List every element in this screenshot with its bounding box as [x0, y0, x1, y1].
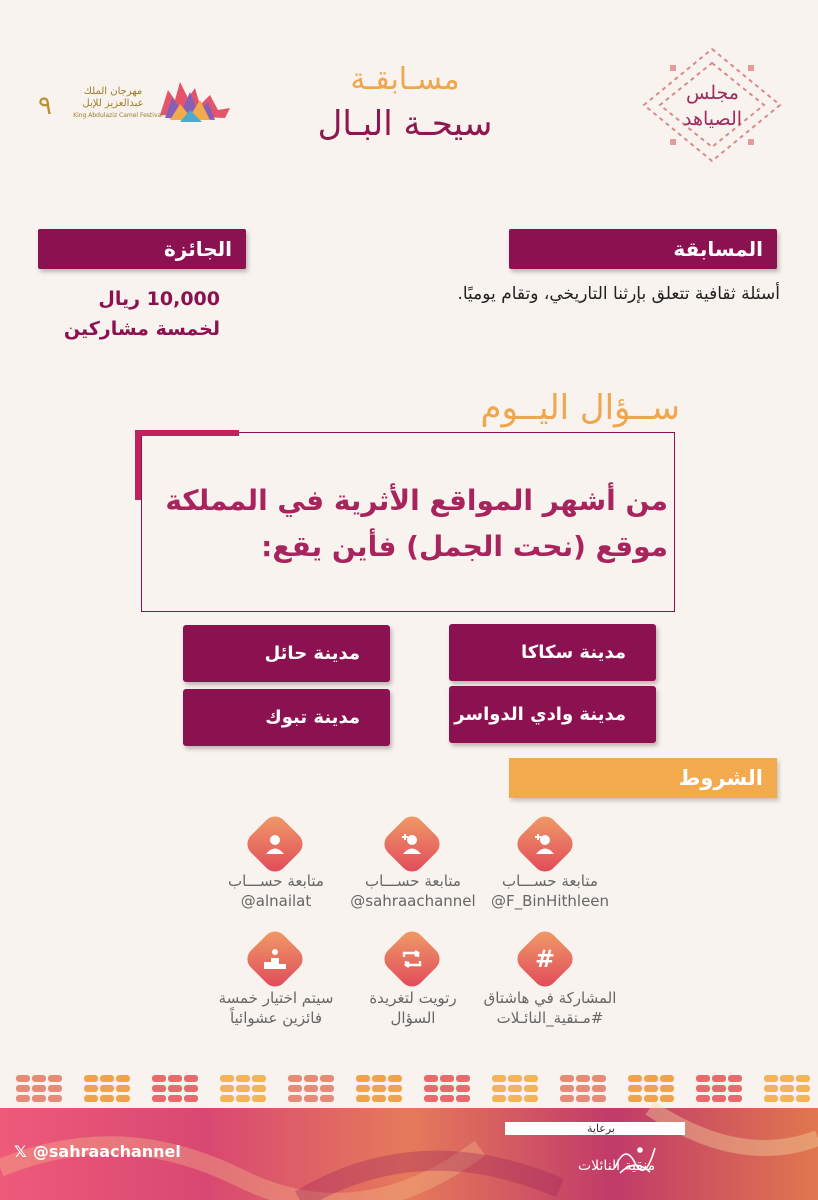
mound-brick	[48, 1095, 62, 1102]
question-text	[160, 478, 668, 570]
mound-brick	[644, 1085, 658, 1092]
question-of-day-title: ســؤال اليــوم	[480, 388, 680, 428]
condition-random-winners: سيتم اختيار خمسة فائزين عشوائياً	[218, 989, 334, 1027]
sponsor-name: منقية النائلات	[578, 1158, 656, 1174]
mound-brick	[728, 1095, 742, 1102]
mound-brick	[524, 1075, 538, 1082]
mound-brick	[304, 1095, 318, 1102]
mound-brick	[32, 1075, 46, 1082]
mound-brick	[696, 1085, 710, 1092]
mound-brick	[116, 1075, 130, 1082]
mound-brick	[440, 1085, 454, 1092]
prize-amount: 10,000 ريال	[98, 288, 220, 310]
mound-brick	[492, 1075, 506, 1082]
mound-brick	[456, 1085, 470, 1092]
mound-brick	[220, 1085, 234, 1092]
mound-brick	[184, 1075, 198, 1082]
mound-brick	[796, 1075, 810, 1082]
mound-brick	[628, 1085, 642, 1092]
mound-brick	[304, 1075, 318, 1082]
mound-brick	[424, 1075, 438, 1082]
mound-brick	[252, 1075, 266, 1082]
title-line1: مسـابقـة	[350, 62, 460, 97]
majlis-logo-text: مجلس الصياهد	[682, 82, 743, 130]
mound-brick	[660, 1095, 674, 1102]
mound-brick	[220, 1095, 234, 1102]
competition-description: أسئلة ثقافية تتعلق بإرثنا التاريخي، وتقام يوميًا.	[457, 284, 780, 304]
mound-brick	[372, 1075, 386, 1082]
mound-brick	[48, 1085, 62, 1092]
mound-brick	[456, 1095, 470, 1102]
mound-brick	[16, 1095, 30, 1102]
mound-brick	[524, 1095, 538, 1102]
mound-brick	[764, 1095, 778, 1102]
mound-brick	[492, 1095, 506, 1102]
festival-logo-text: مهرجان الملك عبدالعزيز للإبل	[82, 86, 144, 109]
festival-logo-en: King Abdulaziz Camel Festival	[73, 112, 163, 119]
condition-follow-sahraachannel: متابعة حســـاب @sahraachannel	[350, 872, 476, 910]
mound-brick	[236, 1085, 250, 1092]
competition-label: المسابقة	[509, 229, 777, 269]
mound-brick	[508, 1075, 522, 1082]
mound-brick	[372, 1095, 386, 1102]
question-line1: من أشهر المواقع الأثرية في المملكة	[165, 484, 668, 517]
mound-brick	[508, 1095, 522, 1102]
question-box-accent	[135, 430, 239, 436]
mound-brick	[712, 1075, 726, 1082]
mound-brick	[320, 1085, 334, 1092]
mound-brick	[152, 1075, 166, 1082]
mound-brick	[320, 1075, 334, 1082]
title-line2: سيحـة البـال	[317, 104, 493, 144]
mound-brick	[576, 1075, 590, 1082]
mound-brick	[712, 1085, 726, 1092]
mound-brick	[32, 1095, 46, 1102]
user-icon	[242, 811, 307, 876]
mound-brick	[152, 1095, 166, 1102]
mound-brick	[184, 1095, 198, 1102]
mound-brick	[168, 1095, 182, 1102]
mound-brick	[592, 1095, 606, 1102]
mound-brick	[524, 1085, 538, 1092]
mound-brick	[764, 1075, 778, 1082]
mound-brick	[152, 1085, 166, 1092]
mound-brick	[100, 1075, 114, 1082]
mound-brick	[780, 1085, 794, 1092]
mound-brick	[592, 1075, 606, 1082]
mound-brick	[796, 1085, 810, 1092]
podium-icon	[242, 926, 307, 991]
mound-brick	[388, 1075, 402, 1082]
mound-brick	[372, 1085, 386, 1092]
mound-brick	[728, 1075, 742, 1082]
user-plus-icon	[512, 811, 577, 876]
mound-brick	[592, 1085, 606, 1092]
mound-brick	[252, 1085, 266, 1092]
option-sakaka[interactable]: مدينة سكاكا	[449, 624, 656, 681]
mound-brick	[628, 1095, 642, 1102]
mound-brick	[780, 1095, 794, 1102]
mound-brick	[508, 1085, 522, 1092]
question-line2: موقع (نحت الجمل) فأين يقع:	[261, 530, 668, 563]
mound-brick	[764, 1085, 778, 1092]
condition-hashtag: المشاركة في هاشتاق #مـنقية_النائـلات	[483, 989, 617, 1027]
mound-brick	[696, 1095, 710, 1102]
mound-brick	[780, 1075, 794, 1082]
retweet-icon	[379, 926, 444, 991]
mound-brick	[440, 1075, 454, 1082]
mound-brick	[236, 1095, 250, 1102]
prize-label: الجائزة	[38, 229, 246, 269]
mound-brick	[576, 1085, 590, 1092]
mound-brick	[660, 1075, 674, 1082]
mound-brick	[100, 1085, 114, 1092]
mound-brick	[560, 1085, 574, 1092]
user-plus-icon	[379, 811, 444, 876]
mound-brick	[100, 1095, 114, 1102]
mound-brick	[84, 1095, 98, 1102]
mound-brick	[220, 1075, 234, 1082]
condition-follow-alnailat: متابعة حســـاب @alnailat	[228, 872, 324, 910]
mound-brick	[16, 1075, 30, 1082]
sponsor-label: برعاية	[505, 1122, 685, 1135]
condition-follow-binhithleen: متابعة حســـاب @F_BinHithleen	[490, 872, 610, 910]
mound-brick	[440, 1095, 454, 1102]
hashtag-icon: #	[512, 926, 577, 991]
prize-recipients: لخمسة مشاركين	[63, 318, 220, 340]
mound-brick	[32, 1085, 46, 1092]
mound-brick	[560, 1095, 574, 1102]
option-tabuk[interactable]: مدينة تبوك	[183, 689, 390, 746]
x-logo-icon: 𝕏	[14, 1142, 27, 1161]
mound-brick	[628, 1075, 642, 1082]
mound-brick	[84, 1085, 98, 1092]
mound-brick	[424, 1095, 438, 1102]
svg-text:٩: ٩	[38, 91, 52, 121]
mound-brick	[576, 1095, 590, 1102]
option-wadi-aldawasir[interactable]: مدينة وادي الدواسر	[449, 686, 656, 743]
mound-brick	[644, 1075, 658, 1082]
mound-brick	[388, 1095, 402, 1102]
mound-brick	[288, 1085, 302, 1092]
mound-brick	[252, 1095, 266, 1102]
mound-brick	[236, 1075, 250, 1082]
mound-brick	[660, 1085, 674, 1092]
option-hail[interactable]: مدينة حائل	[183, 625, 390, 682]
mound-brick	[696, 1075, 710, 1082]
mound-brick	[728, 1085, 742, 1092]
mound-brick	[560, 1075, 574, 1082]
mound-brick	[116, 1085, 130, 1092]
mound-brick	[644, 1095, 658, 1102]
mound-brick	[304, 1085, 318, 1092]
mound-brick	[84, 1075, 98, 1082]
mound-brick	[168, 1085, 182, 1092]
mound-brick	[184, 1085, 198, 1092]
mound-brick	[288, 1095, 302, 1102]
prize-info	[40, 284, 220, 344]
mound-brick	[424, 1085, 438, 1092]
mound-brick	[168, 1075, 182, 1082]
x-handle-link[interactable]: 𝕏 @sahraachannel	[14, 1142, 181, 1161]
mound-brick	[796, 1095, 810, 1102]
conditions-label: الشروط	[509, 758, 777, 798]
mound-brick	[48, 1075, 62, 1082]
question-box-accent	[135, 430, 141, 500]
mound-brick	[116, 1095, 130, 1102]
mound-brick	[356, 1085, 370, 1092]
mound-brick	[712, 1095, 726, 1102]
condition-retweet: رتويت لتغريدة السؤال	[369, 989, 457, 1027]
mound-brick	[16, 1085, 30, 1092]
mound-brick	[356, 1075, 370, 1082]
mound-brick	[320, 1095, 334, 1102]
mound-brick	[492, 1085, 506, 1092]
mound-brick	[388, 1085, 402, 1092]
mound-brick	[288, 1075, 302, 1082]
mound-brick	[456, 1075, 470, 1082]
mound-brick	[356, 1095, 370, 1102]
